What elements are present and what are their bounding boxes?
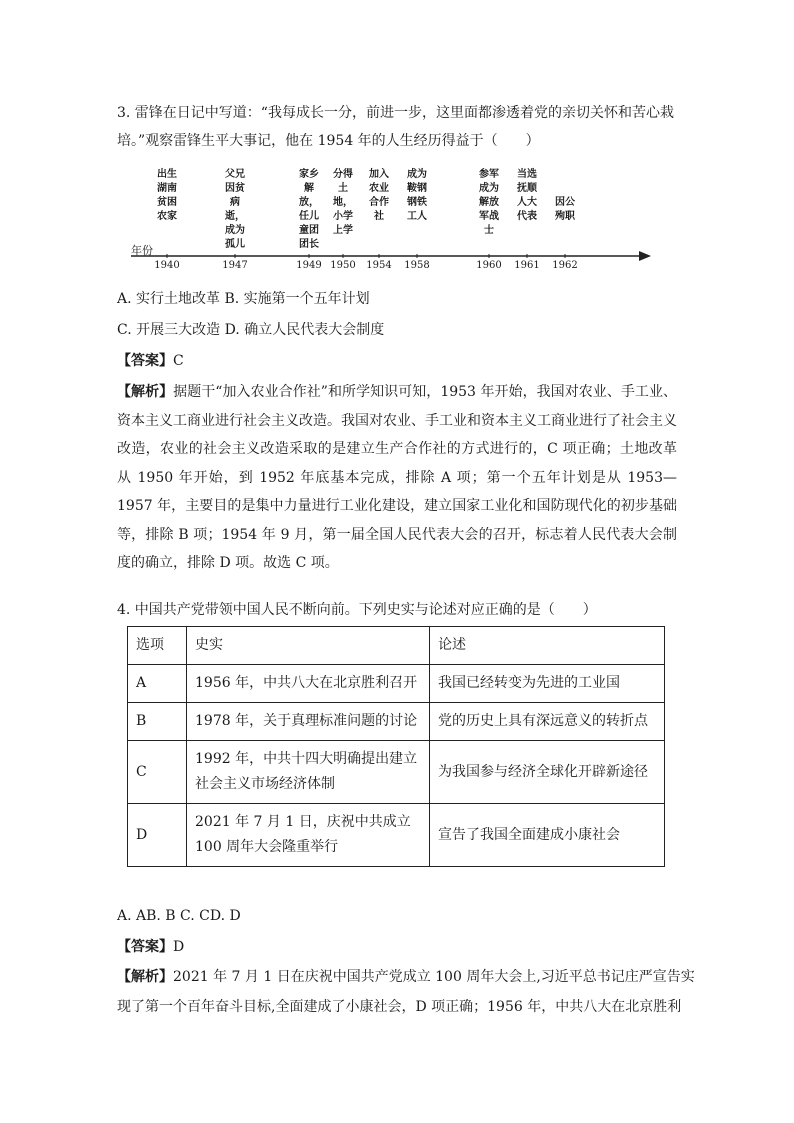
q4-analysis-line-2: 现了第一个百年奋斗目标,全面建成了小康社会，D 项正确；1956 年，中共八大在北京胜利 <box>117 999 682 1015</box>
q3-timeline <box>131 168 651 276</box>
q3-options-line-2: C. 开展三大改造 D. 确立人民代表大会制度 <box>117 322 385 338</box>
table-row <box>128 804 665 867</box>
analysis-text: 2021 年 7 月 1 日在庆祝中国共产党成立 100 周年大会上,习近平总书记庄严宣告实 <box>173 969 695 985</box>
table-row <box>128 665 665 703</box>
q3-answer <box>117 351 677 371</box>
timeline-event: 成为鞍钢钢铁工人 <box>407 169 427 222</box>
table-header-cell: 选项 <box>128 627 187 665</box>
timeline-year: 1958 <box>404 260 430 271</box>
timeline-year: 1940 <box>154 260 180 271</box>
table-cell: 1956 年，中共八大在北京胜利召开 <box>187 665 430 703</box>
timeline-year: 1960 <box>476 260 502 271</box>
table-cell: 宣告了我国全面建成小康社会 <box>430 804 665 867</box>
table-cell: 党的历史上具有深远意义的转折点 <box>430 703 665 741</box>
table-cell: B <box>128 703 187 741</box>
q4-table <box>127 626 665 867</box>
answer-tag: 【答案】 <box>117 939 173 955</box>
table-header-row <box>128 627 665 665</box>
answer-value: C <box>173 353 184 369</box>
timeline-event: 参军成为解放军战士 <box>479 169 499 236</box>
table-cell: 为我国参与经济全球化开辟新途径 <box>430 741 665 804</box>
table-cell: 1978 年，关于真理标准问题的讨论 <box>187 703 430 741</box>
timeline-event: 父兄因贫病逝，成为孤儿 <box>225 169 245 250</box>
timeline-event: 当选抚顺人大代表 <box>517 169 537 222</box>
timeline-event: 家乡解放，任儿童团团长 <box>299 169 319 250</box>
table-header-cell: 论述 <box>430 627 665 665</box>
q4-analysis-line-1 <box>117 967 695 987</box>
q3-analysis <box>117 378 677 578</box>
timeline-event: 加入农业合作社 <box>369 169 389 222</box>
timeline-event: 分得土地，小学上学 <box>333 169 353 236</box>
table-cell: C <box>128 741 187 804</box>
q4-stem: 4. 中国共产党带领中国人民不断向前。下列史实与论述对应正确的是（ ） <box>117 602 597 618</box>
analysis-tag: 【解析】 <box>117 969 173 985</box>
table-cell: A <box>128 665 187 703</box>
timeline-year: 1961 <box>514 260 540 271</box>
q3-stem-line-2: 培。”观察雷锋生平大事记，他在 1954 年的人生经历得益于（ ） <box>117 133 540 149</box>
table-cell: D <box>128 804 187 867</box>
q3-stem-line-1: 3. 雷锋在日记中写道：“我每成长一分，前进一步，这里面都渗透着党的亲切关怀和苦心栽 <box>117 105 674 121</box>
table-row <box>128 741 665 804</box>
table-row <box>128 703 665 741</box>
timeline-event: 出生湖南贫困农家 <box>157 169 177 222</box>
answer-tag: 【答案】 <box>117 353 173 369</box>
q3-options-line-1: A. 实行土地改革 B. 实施第一个五年计划 <box>117 291 370 307</box>
timeline-year: 1947 <box>222 260 248 271</box>
analysis-tag: 【解析】 <box>117 384 174 400</box>
timeline-year: 1954 <box>366 260 392 271</box>
table-cell: 2021 年 7 月 1 日，庆祝中共成立 100 周年大会隆重举行 <box>187 804 430 867</box>
timeline-axis-label: 年份 <box>131 244 153 257</box>
timeline-year: 1962 <box>552 260 578 271</box>
q4-options: A. AB. B C. CD. D <box>117 908 241 924</box>
table-header-cell: 史实 <box>187 627 430 665</box>
analysis-text: 据题干“加入农业合作社”和所学知识可知，1953 年开始，我国对农业、手工业、资本主义工商业进行社会主义改造。我国对农业、手工业和资本主义工商业进行了社会主义改造，农业的社会主义改造采取的是建立生产合作社的方式进行的，C 项正确；土地改革从 1950 年开始，到 1952 年底基本完成，排除 A 项；第一个五年计划是从 1953—1957 年，主要目的是集中力量进行工业化建设，建立国家工业化和国防现代化的初步基础等，排除 B 项；1954 年 9 月，第一届全国人民代表大会的召开，标志着人民代表大会制度的确立，排除 D 项。故选 C 项。 <box>117 384 677 571</box>
timeline-year: 1949 <box>296 260 322 271</box>
q4-answer <box>117 937 677 957</box>
timeline-event: 因公殉职 <box>555 197 575 222</box>
timeline-year: 1950 <box>330 260 356 271</box>
answer-value: D <box>173 939 185 955</box>
table-cell: 1992 年，中共十四大明确提出建立社会主义市场经济体制 <box>187 741 430 804</box>
table-cell: 我国已经转变为先进的工业国 <box>430 665 665 703</box>
